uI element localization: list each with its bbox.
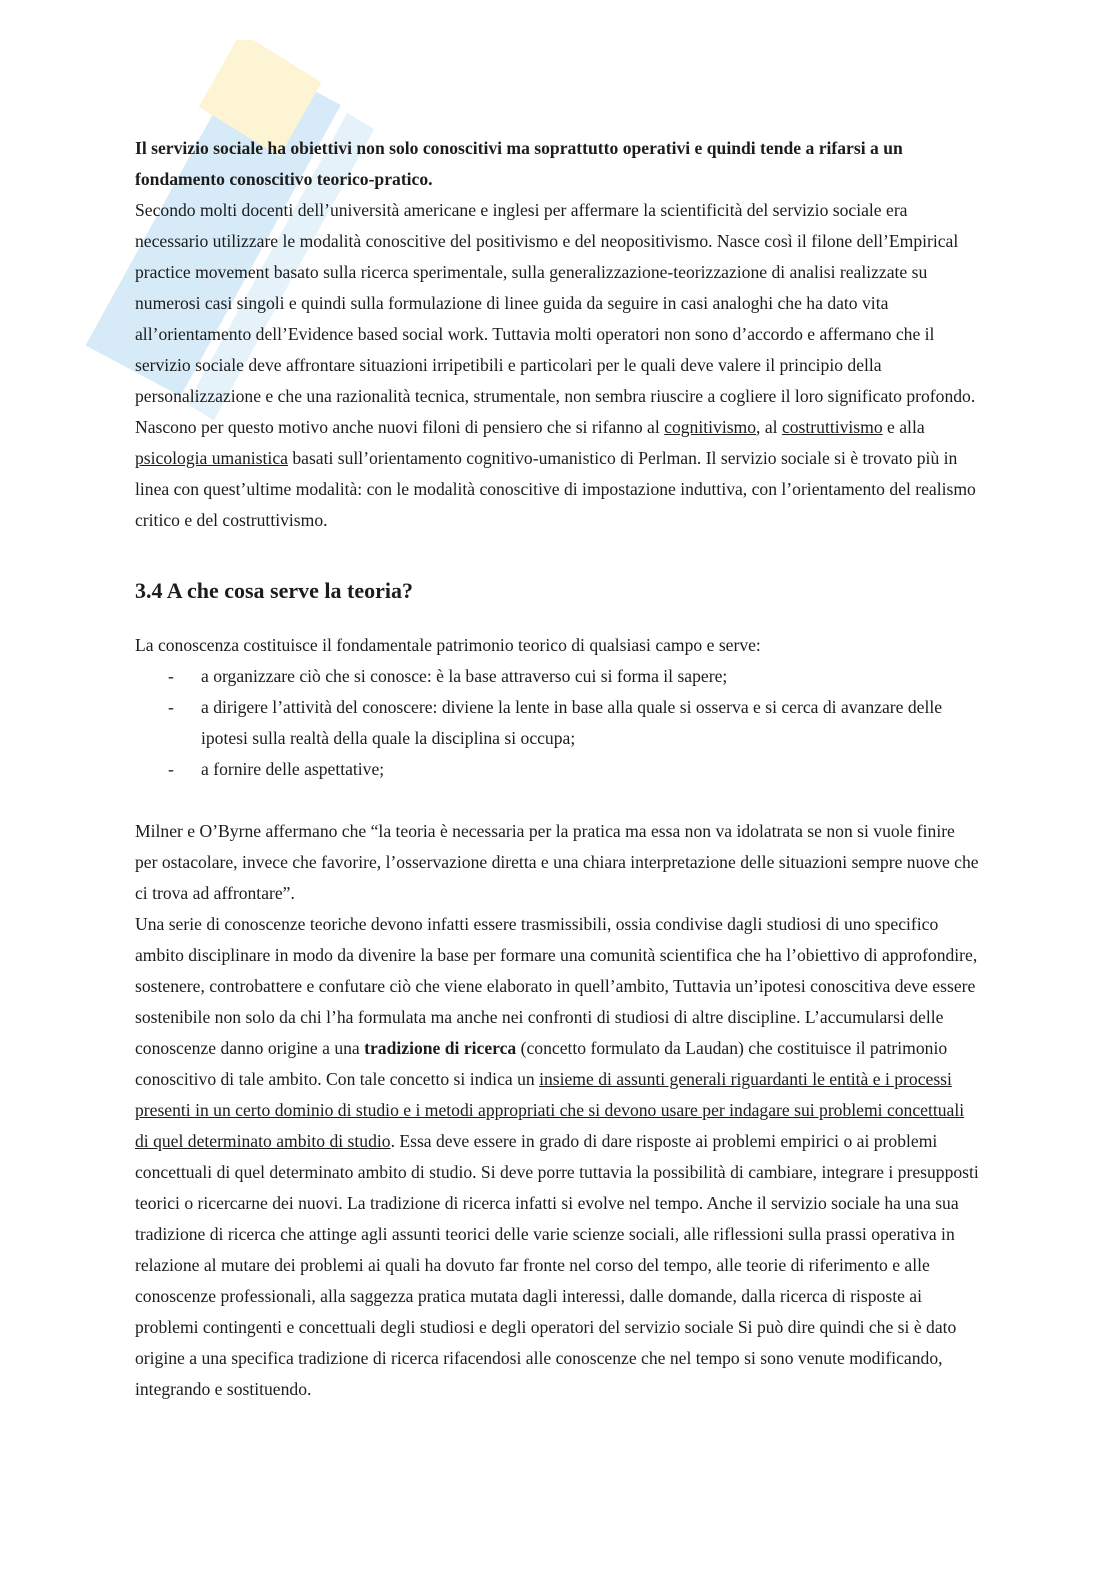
list-item: - a organizzare ciò che si conosce: è la base attraverso cui si forma il sapere;: [135, 661, 980, 692]
intro-text-a: Secondo molti docenti dell’università americane e inglesi per affermare la scientificità del servizio sociale era necessario utilizzare le modalità conoscitive del positivismo e del neopositivismo. Nasce così il filone dell’Empirical practice movement basato sulla ricerca sperimentale, sulla generalizzazione-teorizzazione di analisi realizzate su numerosi casi singoli e quindi sulla formulazione di linee guida da seguire in casi analoghi che ha dato vita all’orientamento dell’Evidence based social work. Tuttavia molti operatori non sono d’accordo e affermano che il servizio sociale deve affrontare situazioni irripetibili e particolari per le quali deve valere il principio della personalizzazione e che una razionalità tecnica, strumentale, non sembra riuscire a cogliere il loro significato profondo. Nascono per questo motivo anche nuovi filoni di pensiero che si rifanno al: [135, 200, 976, 437]
bullet-list: [135, 661, 980, 785]
section-heading: 3.4 A che cosa serve la teoria?: [135, 578, 413, 603]
list-item: - a fornire delle aspettative;: [135, 754, 980, 785]
tradizione-di-ricerca-bold: tradizione di ricerca: [364, 1038, 517, 1058]
tradition-text-a: Una serie di conoscenze teoriche devono infatti essere trasmissibili, ossia condivise dagli studiosi di uno specifico ambito disciplinare in modo da divenire la base per formare una comunità scientifica che ha l’obiettivo di approfondire, sostenere, controbattere e confutare ciò che viene elaborato in quell’ambito, Tuttavia un’ipotesi conoscitiva deve essere sostenibile non solo da chi l’ha formulata ma anche nei confronti di studiosi di altre discipline. L’accumularsi delle conoscenze danno origine a una: [135, 914, 978, 1058]
tradition-paragraph: [135, 909, 980, 1405]
intro-bold-lead: Il servizio sociale ha obiettivi non solo conoscitivi ma soprattutto operativi e quindi tende a rifarsi a un fondamento conoscitivo teorico-pratico.: [135, 138, 903, 189]
document-body: [135, 133, 980, 1405]
underlined-cognitivismo: cognitivismo: [664, 417, 757, 437]
intro-text-b: , al: [756, 417, 782, 437]
intro-text-d: basati sull’orientamento cognitivo-umanistico di Perlman. Il servizio sociale si è trovato più in linea con quest’ultime modalità: con le modalità conoscitive di impostazione induttiva, con l’orientamento del realismo critico e del costruttivismo.: [135, 448, 976, 530]
tradition-text-c: . Essa deve essere in grado di dare risposte ai problemi empirici o ai problemi concettuali di quel determinato ambito di studio. Si deve porre tuttavia la possibilità di cambiare, integrare i presupposti teorici o ricercarne dei nuovi. La tradizione di ricerca infatti si evolve nel tempo. Anche il servizio sociale ha una sua tradizione di ricerca che attinge agli assunti teorici delle varie scienze sociali, alle riflessioni sulla prassi operativa in relazione al mutare dei problemi ai quali ha dovuto far fronte nel corso del tempo, alle teorie di riferimento e alle conoscenze professionali, alla saggezza pratica mutata dagli interessi, dalle domande, dalla ricerca di risposte ai problemi contingenti e concettuali degli studiosi e degli operatori del servizio sociale Si può dire quindi che si è dato origine a una specifica tradizione di ricerca rifacendosi alle conoscenze che nel tempo si sono venute modificando, integrando e sostituendo.: [135, 1131, 979, 1399]
underlined-psicologia-umanistica: psicologia umanistica: [135, 448, 288, 468]
list-item: - a dirigere l’attività del conoscere: diviene la lente in base alla quale si osserva e si cerca di avanzare delle ipotesi sulla realtà della quale la disciplina si occupa;: [135, 692, 980, 754]
quote-paragraph: Milner e O’Byrne affermano che “la teoria è necessaria per la pratica ma essa non va idolatrata se non si vuole finire per ostacolare, invece che favorire, l’osservazione diretta e una chiara interpretazione delle situazioni sempre nuove che ci trova ad affrontare”.: [135, 821, 979, 903]
tradition-text-b: (concetto formulato da Laudan) che costituisce il patrimonio conoscitivo di tale ambito. Con tale concetto si indica un: [135, 1038, 948, 1089]
section-lead: La conoscenza costituisce il fondamentale patrimonio teorico di qualsiasi campo e serve:: [135, 635, 761, 655]
intro-text-c: e alla: [882, 417, 925, 437]
underlined-costruttivismo: costruttivismo: [781, 417, 883, 437]
underlined-definition: insieme di assunti generali riguardanti le entità e i processi presenti in un certo dominio di studio e i metodi appropriati che si devono usare per indagare sui problemi concettuali di quel determinato ambito di studio: [135, 1069, 965, 1151]
intro-paragraph: [135, 133, 980, 536]
